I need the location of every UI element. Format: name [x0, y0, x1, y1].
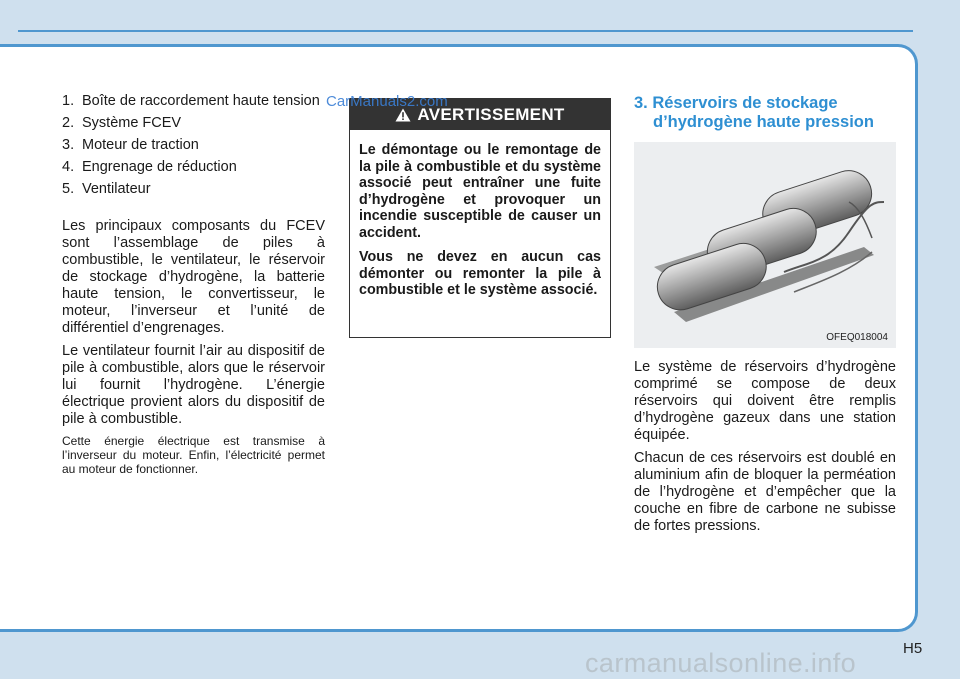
top-rule	[18, 30, 913, 32]
footer-watermark: carmanualsonline.info	[585, 648, 857, 678]
list-item: 5. Ventilateur	[62, 181, 151, 197]
warning-body	[350, 130, 610, 299]
hydrogen-tanks-figure	[634, 142, 896, 348]
list-item: 2. Système FCEV	[62, 115, 182, 131]
warning-text: Le démontage ou le remontage de la pile à combustible et du système associé peut entraîner une fuite d’hydrogène et provoquer un incendie susceptible de causer un accident.	[359, 142, 601, 241]
warning-box	[349, 98, 611, 338]
right-column	[634, 359, 896, 541]
section-title: 3. Réservoirs de stockage d’hydrogène haute pression	[634, 94, 874, 131]
hydrogen-tanks-illustration	[634, 142, 896, 348]
list-item: 4. Engrenage de réduction	[62, 159, 237, 175]
body-paragraph: Le système de réservoirs d’hydrogène comprimé se compose de deux réservoirs qui doivent être remplis d’hydrogène gazeux dans une station équipée.	[634, 359, 896, 443]
body-paragraph: Les principaux composants du FCEV sont l’assemblage de piles à combustible, le ventilateur, le réservoir de stockage d’hydrogène, la batterie haute tension, le convertisseur, le moteur, l’inverseur et l’unité de différentiel d’engrenages.	[62, 218, 325, 336]
page-number: H5	[903, 640, 923, 657]
body-paragraph: Le ventilateur fournit l’air au dispositif de pile à combustible, alors que le réservoir lui fournit l’hydrogène. L’énergie électrique provient alors du dispositif de pile à combustible.	[62, 343, 325, 427]
list-item: 1. Boîte de raccordement haute tension	[62, 93, 320, 109]
figure-code: OFEQ018004	[826, 332, 888, 343]
body-paragraph: Chacun de ces réservoirs est doublé en aluminium afin de bloquer la perméation de l’hydrogène et d’empêcher que la couche en fibre de carbone ne subisse de fortes pressions.	[634, 450, 896, 534]
list-item: 3. Moteur de traction	[62, 137, 199, 153]
left-column	[62, 93, 325, 482]
warning-title: AVERTISSEMENT	[417, 104, 565, 124]
warning-text: Vous ne devez en aucun cas démonter ou remonter la pile à combustible et le système associé.	[359, 249, 601, 298]
watermark-link[interactable]: CarManuals2.com	[326, 93, 448, 110]
body-paragraph: Cette énergie électrique est transmise à l’inverseur du moteur. Enfin, l’électricité permet au moteur de fonctionner.	[62, 434, 325, 476]
